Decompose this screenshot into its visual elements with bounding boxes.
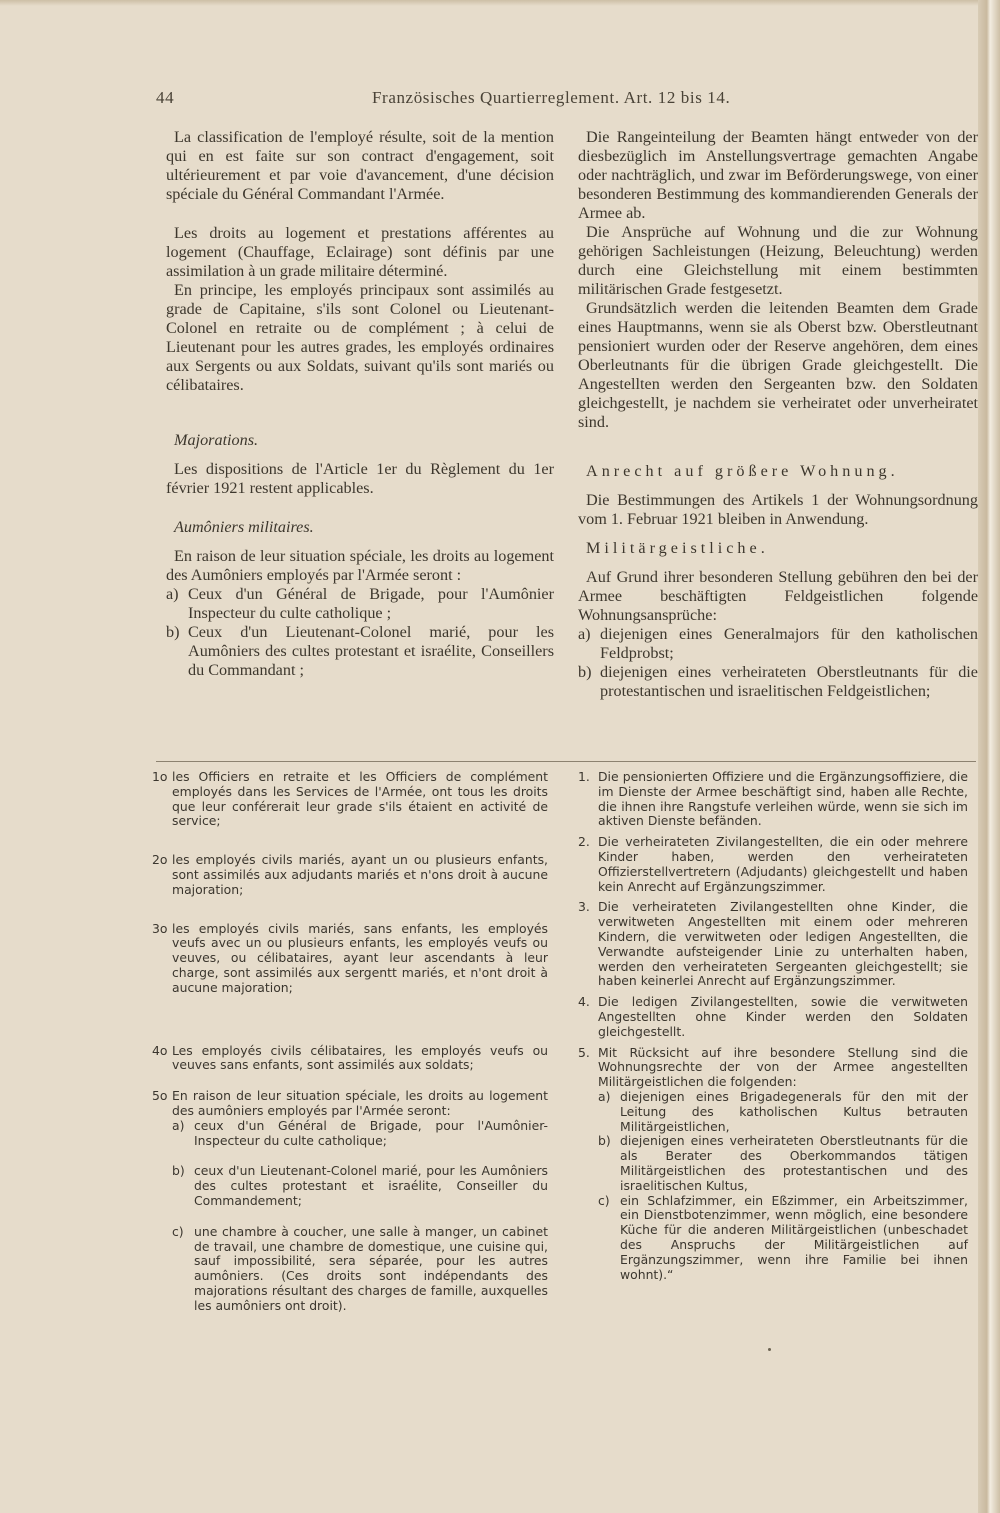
german-footnotes [578, 770, 968, 1282]
subitem-marker: c) [598, 1192, 610, 1208]
list-marker: a) [578, 625, 591, 643]
french-heading-majorations: Majorations. [174, 431, 259, 449]
footnote-text: Les employés civils célibataires, les employés veufs ou veuves sans enfants, sont assimilés aux soldats; [172, 1042, 548, 1073]
footnote-text: les Officiers en retraite et les Officiers de complément employés dans les Services de l'Armée, ont tous les droits que leur conférerait leur grade s'ils étaient en activité de service; [172, 769, 548, 829]
print-dot [768, 1348, 771, 1351]
german-list-item [578, 663, 978, 701]
footnote [152, 922, 548, 996]
list-marker: b) [578, 663, 592, 681]
french-heading-aumoniers: Aumôniers militaires. [174, 518, 314, 536]
footnote-text: Die pensionierten Offiziere und die Ergänzungsoffiziere, die im Dienste der Armee beschäftigt sind, haben alle Rechte, die ihnen ihre Rangstufe verleihen würde, wenn sie sich im aktiven Dienste befänden. [598, 769, 968, 829]
footnote [578, 995, 968, 1039]
footnote-number: 5. [578, 1044, 590, 1060]
french-paragraph: Les dispositions de l'Article 1er du Règlement du 1er février 1921 restent applicables. [166, 460, 554, 497]
french-paragraph: En raison de leur situation spéciale, les droits au logement des Aumôniers employés par l'Armée seront : [166, 547, 554, 584]
footnote-text: Die verheirateten Zivilangestellten, die ein oder mehrere Kinder haben, werden den verheirateten Offizierstellvertretern (Adjudants) gleichgestellt und haben kein Anrecht auf Ergänzungszimmer. [598, 834, 968, 894]
footnote-text: Mit Rücksicht auf ihre besondere Stellung sind die Wohnungsrechte der von der Armee angestellten Militärgeistlichen die folgenden: [598, 1044, 968, 1090]
german-paragraph: Grundsätzlich werden die leitenden Beamten dem Grade eines Hauptmanns, wenn sie als Oberst bzw. Oberstleutnant pensioniert wurden oder der Reserve angehören, dem eines Oberleutnants für die übrigen Grade gleichgestellt. Die Angestellten werden den Sergeanten bzw. den Soldaten gleichgestellt, je nachdem sie verheiratet oder unverheiratet sind. [578, 299, 978, 431]
footnote [152, 1089, 548, 1119]
footnote-subitem [598, 1090, 968, 1134]
subitem-text: diejenigen eines Brigadegenerals für den mit der Leitung des katholischen Kultus betrauten Militärgeistlichen, [620, 1088, 968, 1134]
footnote-number: 3o [152, 920, 168, 936]
subitem-marker: b) [172, 1163, 185, 1179]
page-edge [978, 0, 1000, 1513]
german-heading-militaergeistliche: Militärgeistliche. [586, 539, 769, 557]
footnote-number: 2. [578, 834, 590, 850]
footnote-number: 4. [578, 994, 590, 1010]
footnote-subitem [172, 1119, 548, 1149]
footnote-text: Die verheirateten Zivilangestellten ohne Kinder, die verwitweten Angestellten mit einem oder mehreren Kindern, die verwitweten oder ledigen Angestellten, die Verwandte aufsteigender Linie zu unterhalten haben, werden den verheirateten Sergeanten gleichgestellt; sie haben keinerlei Anrecht auf Ergänzungszimmer. [598, 899, 968, 989]
french-paragraph: En principe, les employés principaux sont assimilés au grade de Capitaine, s'ils sont Colonel ou Lieutenant-Colonel en retraite ou de complément ; à celui de Lieutenant pour les autres grades, les employés ordinaires aux Sergents ou aux Soldats, suivant qu'ils sont mariés ou célibataires. [166, 281, 554, 394]
subitem-marker: a) [598, 1088, 611, 1104]
french-list-item [166, 585, 554, 623]
subitem-marker: a) [172, 1117, 185, 1133]
footnote [578, 1046, 968, 1090]
french-footnotes [152, 770, 548, 1314]
footnote-text: les employés civils mariés, sans enfants, les employés veufs avec un ou plusieurs enfants, les employés veufs ou veuves, ou célibataires, ayant leur ascendants à leur charge, sont assimilés aux sergentt mariés, et n'ont droit à aucune majoration; [172, 920, 548, 995]
german-paragraph: Die Bestimmungen des Artikels 1 der Wohnungsordnung vom 1. Februar 1921 bleiben in Anwendung. [578, 491, 978, 528]
german-paragraph: Auf Grund ihrer besonderen Stellung gebühren den bei der Armee beschäftigten Feldgeistlichen folgende Wohnungsansprüche: [578, 568, 978, 624]
list-text: Ceux d'un Lieutenant-Colonel marié, pour les Aumôniers des cultes protestant et israélite, Conseillers du Commandant ; [188, 623, 554, 679]
footnote [578, 770, 968, 829]
footnote-text: Die ledigen Zivilangestellten, sowie die verwitweten Angestellten ohne Kinder werden den Soldaten gleichgestellt. [598, 994, 968, 1039]
subitem-text: une chambre à coucher, une salle à manger, un cabinet de travail, une chambre de domestique, une cuisine qui, sauf impossibilité, sera séparée, pour les autres aumôniers. (Ces droits sont indépendants des majorations résultant des charges de famille, auxquelles les aumôniers ont droit). [194, 1223, 548, 1313]
footnote-subitem [598, 1194, 968, 1283]
subitem-marker: b) [598, 1133, 611, 1149]
german-paragraph: Die Ansprüche auf Wohnung und die zur Wohnung gehörigen Sachleistungen (Heizung, Beleuchtung) werden durch eine Gleichstellung mit einem bestimmten militärischen Grade festgesetzt. [578, 223, 978, 298]
german-column [578, 128, 978, 701]
footnote-subitem [172, 1225, 548, 1314]
page-number: 44 [156, 88, 175, 107]
footnote [152, 770, 548, 829]
running-title: Französisches Quartierreglement. Art. 12 bis 14. [372, 88, 731, 107]
footnote-text: En raison de leur situation spéciale, les droits au logement des aumôniers employés par l'Armée seront: [172, 1088, 548, 1118]
german-paragraph: Die Rangeinteilung der Beamten hängt entweder von der diesbezüglich im Anstellungsvertrage gemachten Angabe oder nachträglich, und zwar im Beförderungswege, von einer besonderen Bestimmung des kommandierenden Generals der Armee ab. [578, 128, 978, 222]
list-marker: b) [166, 623, 180, 641]
subitem-marker: c) [172, 1223, 184, 1239]
footnote-divider [156, 761, 976, 762]
french-paragraph: La classification de l'employé résulte, soit de la mention qui en est faite sur son contract d'engagement, soit ultérieurement et par voie d'avancement, d'une décision spéciale du Général Commandant l'Armée. [166, 128, 554, 203]
footnote [152, 1044, 548, 1074]
footnote-subitem [172, 1164, 548, 1208]
german-heading-anrecht: Anrecht auf größere Wohnung. [586, 462, 899, 480]
subitem-text: ceux d'un Lieutenant-Colonel marié, pour les Aumôniers des cultes protestant et israélite, Conseiller du Commandement; [194, 1163, 548, 1208]
subitem-text: diejenigen eines verheirateten Oberstleutnants für die als Berater des Oberkommandos tätigen Militärgeistlichen des protestantischen und des israelitischen Kultus, [620, 1133, 968, 1193]
footnote-number: 1o [152, 769, 168, 784]
list-text: diejenigen eines verheirateten Oberstleutnants für die protestantischen und israelitischen Feldgeistlichen; [600, 663, 978, 700]
subitem-text: ein Schlafzimmer, ein Eßzimmer, ein Arbeitszimmer, ein Dienstbotenzimmer, wenn möglich, eine besondere Küche für die anderen Militärgeistlichen (unbeschadet des Anspruchs der Militärgeistlichen auf Ergänzungszimmer, wenn ihre Familie bei ihnen wohnt).“ [620, 1192, 968, 1282]
footnote [578, 835, 968, 894]
footnote-subitem [598, 1134, 968, 1193]
footnote-text: les employés civils mariés, ayant un ou plusieurs enfants, sont assimilés aux adjudants mariés et n'ons droit à aucune majoration; [172, 852, 548, 897]
footnote-number: 3. [578, 899, 590, 915]
french-list-item [166, 623, 554, 680]
list-text: Ceux d'un Général de Brigade, pour l'Aumônier Inspecteur du culte catholique ; [188, 585, 554, 622]
footnote-number: 2o [152, 852, 168, 868]
list-text: diejenigen eines Generalmajors für den katholischen Feldprobst; [600, 625, 978, 662]
german-list-item [578, 625, 978, 663]
french-paragraph: Les droits au logement et prestations afférentes au logement (Chauffage, Eclairage) sont définis par une assimilation à un grade militaire déterminé. [166, 224, 554, 280]
footnote-number: 5o [152, 1088, 168, 1104]
subitem-text: ceux d'un Général de Brigade, pour l'Aumônier-Inspecteur du culte catholique; [194, 1117, 548, 1148]
footnote [578, 900, 968, 989]
page-header [156, 88, 976, 112]
list-marker: a) [166, 585, 179, 603]
footnote-number: 4o [152, 1042, 168, 1058]
footnote [152, 853, 548, 897]
footnote-number: 1. [578, 769, 590, 784]
french-column [166, 128, 554, 680]
